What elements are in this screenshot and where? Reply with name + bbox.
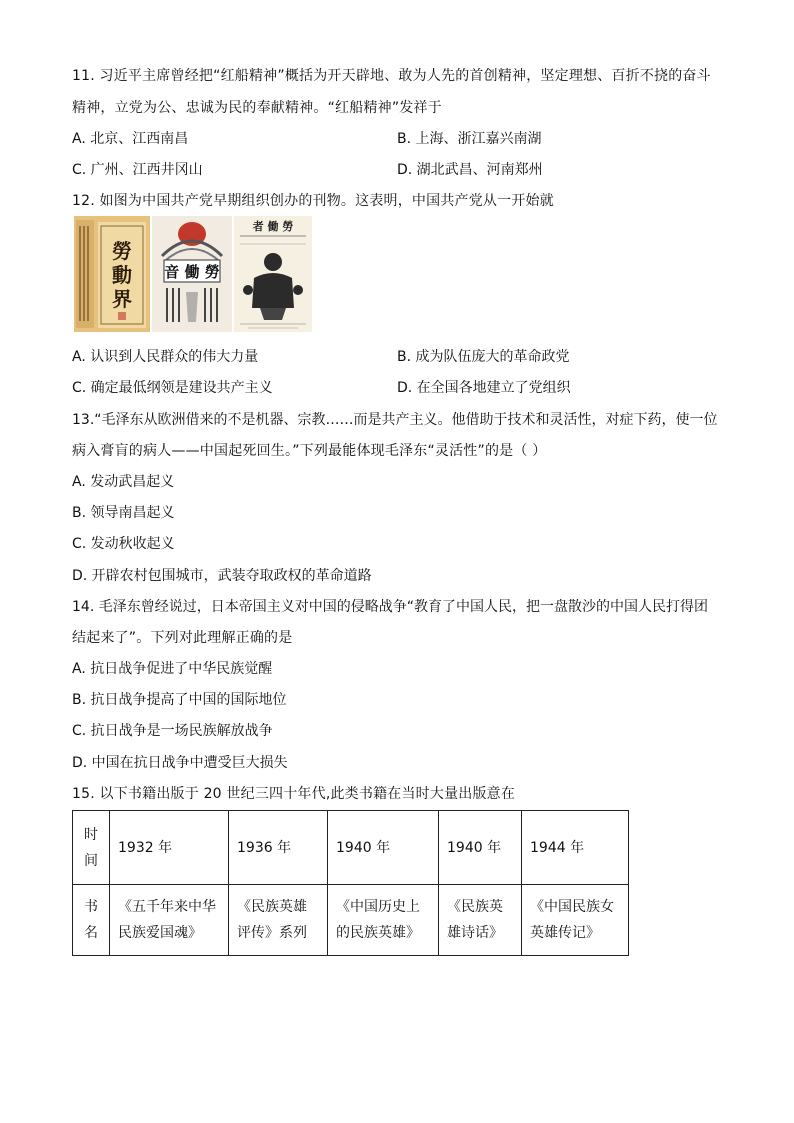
- year-cell: 1932 年: [110, 811, 229, 885]
- q14-stem-line2: 结起来了”。下列对此理解正确的是: [72, 630, 293, 646]
- book-title-line: 民族爱国魂》: [118, 925, 202, 941]
- row-header-title-char2: 名: [84, 925, 98, 941]
- q11-option-a[interactable]: A. 北京、江西南昌: [72, 131, 189, 147]
- publication-image-laodongzhe: [234, 216, 312, 332]
- q14-stem-line1: 14. 毛泽东曾经说过，日本帝国主义对中国的侵略战争“教育了中国人民，把一盘散沙的中国人民打得团: [72, 599, 708, 615]
- book-title-line: 《民族英雄: [237, 899, 307, 915]
- q13-option-c[interactable]: C. 发动秋收起义: [72, 536, 175, 552]
- row-header-time-char2: 间: [84, 852, 98, 869]
- q15-book-table: [72, 810, 629, 956]
- q11-stem-line1: 11. 习近平主席曾经把“红船精神”概括为开天辟地、敢为人先的首创精神，坚定理想、百折不挠的奋斗: [72, 68, 711, 84]
- table-row-years: [73, 811, 629, 885]
- q13-stem-line1: 13.“毛泽东从欧洲借来的不是机器、宗教……而是共产主义。他借助于技术和灵活性，对症下药，使一位: [72, 412, 718, 428]
- svg-text:者 働 勞: 者 働 勞: [252, 220, 294, 233]
- year-cell: 1940 年: [439, 811, 522, 885]
- book-cell: [229, 885, 328, 956]
- svg-text:音 働 勞: 音 働 勞: [164, 263, 220, 281]
- q15-stem: 15. 以下书籍出版于 20 世纪三四十年代,此类书籍在当时大量出版意在: [72, 786, 516, 802]
- q13-stem-line2: 病入膏肓的病人——中国起死回生。”下列最能体现毛泽东“灵活性”的是（ ）: [72, 443, 547, 459]
- svg-text:動: 動: [112, 263, 132, 287]
- book-title-line: 雄诗话》: [447, 925, 503, 941]
- q11-option-b[interactable]: B. 上海、浙江嘉兴南湖: [397, 131, 542, 147]
- publication-image-laodongyin: [152, 216, 232, 332]
- q12-option-d[interactable]: D. 在全国各地建立了党组织: [397, 380, 571, 396]
- q12-option-b[interactable]: B. 成为队伍庞大的革命政党: [397, 349, 570, 365]
- book-cell: [522, 885, 629, 956]
- q13-option-b[interactable]: B. 领导南昌起义: [72, 505, 175, 521]
- q12-option-c[interactable]: C. 确定最低纲领是建设共产主义: [72, 380, 273, 396]
- book-title-line: 评传》系列: [237, 925, 307, 941]
- q13-option-d[interactable]: D. 开辟农村包围城市，武装夺取政权的革命道路: [72, 568, 372, 584]
- publication-image-laodongjie: [74, 216, 150, 332]
- q13-option-a[interactable]: A. 发动武昌起义: [72, 474, 175, 490]
- book-title-line: 《中国历史上: [336, 899, 420, 915]
- q12-option-a[interactable]: A. 认识到人民群众的伟大力量: [72, 349, 259, 365]
- year-cell: 1936 年: [229, 811, 328, 885]
- q11-stem-line2: 精神，立党为公、忠诚为民的奉献精神。“红船精神”发祥于: [72, 100, 442, 116]
- book-title-line: 的民族英雄》: [336, 925, 420, 941]
- book-title-line: 《民族英: [447, 899, 503, 915]
- row-header-time: [73, 811, 110, 885]
- row-header-time-char1: 时: [84, 826, 98, 843]
- q12-stem: 12. 如图为中国共产党早期组织创办的刊物。这表明，中国共产党从一开始就: [72, 193, 554, 209]
- image1-title-part1: 勞: [112, 239, 132, 263]
- book-title-line: 英雄传记》: [530, 925, 600, 941]
- q14-option-d[interactable]: D. 中国在抗日战争中遭受巨大损失: [72, 755, 288, 771]
- q14-option-c[interactable]: C. 抗日战争是一场民族解放战争: [72, 723, 273, 739]
- book-title-line: 《五千年来中华: [118, 899, 216, 915]
- q11-option-c[interactable]: C. 广州、江西井冈山: [72, 162, 203, 178]
- q14-option-b[interactable]: B. 抗日战争提高了中国的国际地位: [72, 692, 287, 708]
- q11-option-d[interactable]: D. 湖北武昌、河南郑州: [397, 162, 543, 178]
- year-cell: 1940 年: [328, 811, 439, 885]
- svg-text:界: 界: [112, 287, 132, 311]
- table-row-books: [73, 885, 629, 956]
- q12-publication-images: [74, 216, 312, 332]
- book-cell: [110, 885, 229, 956]
- book-title-line: 《中国民族女: [530, 899, 614, 915]
- year-cell: 1944 年: [522, 811, 629, 885]
- row-header-title-char1: 书: [84, 899, 98, 915]
- q14-option-a[interactable]: A. 抗日战争促进了中华民族觉醒: [72, 661, 273, 677]
- book-cell: [328, 885, 439, 956]
- row-header-title: [73, 885, 110, 956]
- book-cell: [439, 885, 522, 956]
